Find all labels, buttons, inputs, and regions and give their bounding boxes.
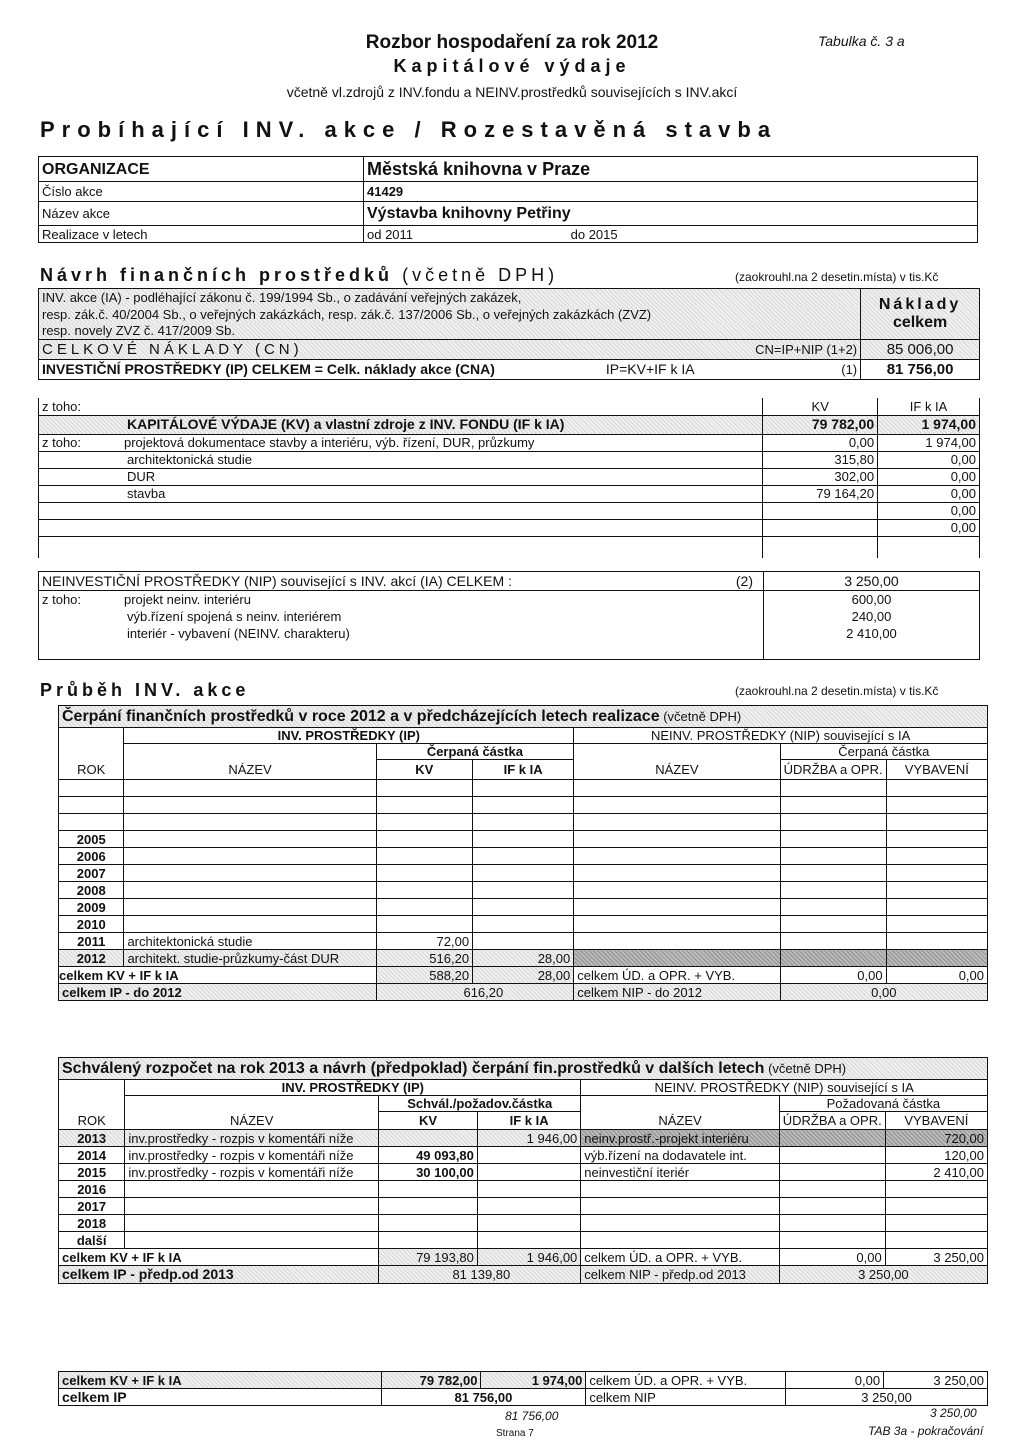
kv-item-label: architektonická studie: [39, 451, 763, 468]
kv-label: KAPITÁLOVÉ VÝDAJE (KV) a vlastní zdroje z INV. FONDU (IF k IA): [39, 415, 763, 434]
rozpocet-pozad: Požadovaná částka: [779, 1096, 987, 1112]
row-year: 2009: [59, 899, 124, 916]
nip-label: [39, 572, 764, 591]
rozpocet-schval: Schvál./požadov.částka: [379, 1096, 581, 1112]
celkove-value: 85 006,00: [861, 340, 980, 360]
nip-item-row: [39, 625, 980, 642]
row-ud: [779, 1130, 885, 1147]
row-ud: [779, 1181, 885, 1198]
row-name: inv.prostředky - rozpis v komentáři níže: [125, 1147, 379, 1164]
celkem-ud-label: celkem ÚD. a OPR. + VYB.: [581, 1249, 779, 1266]
celkem-ip-value: 616,20: [376, 984, 574, 1001]
kv-item-row: [39, 502, 980, 519]
navrh-units: (zaokrouhl.na 2 desetin.místa) v tis.Kč: [735, 270, 939, 284]
row-year: další: [59, 1232, 125, 1249]
celkem-kv-row: [59, 1249, 988, 1266]
row-ud: [779, 1215, 885, 1232]
row-if: 28,00: [473, 950, 574, 967]
prubeh-udrzba-head: ÚDRŽBA a OPR.: [780, 760, 886, 780]
total-ip-value: 81 756,00: [381, 1389, 586, 1406]
celkem-ip-row: [59, 984, 988, 1001]
report-subtitle-2: včetně vl.zdrojů z INV.fondu a NEINV.prostředků souvisejících s INV.akcí: [286, 84, 738, 100]
celkem-if-value: 1 946,00: [477, 1249, 580, 1266]
row-nip-name: [581, 1232, 779, 1249]
ztoho-label-2: z toho:: [42, 435, 82, 450]
kv-item-kv: 0,00: [763, 434, 878, 451]
table-row: [59, 916, 988, 933]
tab-continuation-note: TAB 3a - pokračování: [868, 1424, 984, 1438]
row-year: 2006: [59, 848, 124, 865]
total-vyb-value: 3 250,00: [884, 1372, 988, 1389]
row-vyb: [885, 1198, 987, 1215]
kv-item-row: [39, 451, 980, 468]
org-label: ORGANIZACE: [39, 157, 364, 182]
row-kv: 49 093,80: [379, 1147, 478, 1164]
nip-item-row: [39, 608, 980, 625]
celkem-ud-value: 0,00: [779, 1249, 885, 1266]
table-row: [59, 1147, 988, 1164]
kv-item-row: [39, 519, 980, 536]
kv-item-label: [39, 434, 763, 451]
kv-item-row: [39, 468, 980, 485]
row-if: 1 946,00: [477, 1130, 580, 1147]
celkem-kv-row: [59, 967, 988, 984]
realizace-from: od 2011: [367, 226, 414, 242]
row-year: 2011: [59, 933, 124, 950]
prubeh-title: Průběh INV. akce: [40, 680, 250, 700]
celkem-vyb-value: 3 250,00: [885, 1249, 987, 1266]
row-ud: [779, 1147, 885, 1164]
row-vyb: 720,00: [885, 1130, 987, 1147]
prubeh-inv-head: INV. PROSTŘEDKY (IP): [124, 728, 574, 744]
total-if-value: 1 974,00: [481, 1372, 586, 1389]
rozpocet-udrzba-head: ÚDRŽBA a OPR.: [779, 1112, 885, 1130]
celkem-if-value: 28,00: [473, 967, 574, 984]
kv-item-kv: [763, 502, 878, 519]
prubeh-if-head: IF k IA: [473, 760, 574, 780]
row-name: architektonická studie: [124, 933, 376, 950]
naklady-header: [861, 289, 980, 340]
row-name: [124, 848, 376, 865]
total-nip-value: 3 250,00: [786, 1389, 988, 1406]
navrh-table: [38, 288, 980, 380]
row-vyb: [885, 1232, 987, 1249]
row-year: 2010: [59, 916, 124, 933]
navrh-title: [40, 265, 558, 286]
rozpocet-kv-head: KV: [379, 1112, 478, 1130]
realizace-to: do 2015: [570, 226, 618, 242]
prubeh-vybaveni-head: VYBAVENÍ: [886, 760, 987, 780]
naklady-label-2: celkem: [892, 314, 948, 331]
kv-col-head: KV: [763, 398, 878, 415]
celkem-nip-value: 0,00: [780, 984, 987, 1001]
rozpocet-nnazev-head: NÁZEV: [581, 1112, 779, 1130]
ifkia-col-head: IF k IA: [878, 398, 980, 415]
row-kv: [379, 1198, 478, 1215]
row-kv: 516,20: [376, 950, 473, 967]
row-nip-name: výb.řízení na dodavatele int.: [581, 1147, 779, 1164]
prubeh-nazev-head: NÁZEV: [124, 760, 376, 780]
kv-item-label: [39, 519, 763, 536]
row-nip-name: [581, 1181, 779, 1198]
kv-item-label: stavba: [39, 485, 763, 502]
row-year: 2013: [59, 1130, 125, 1147]
row-kv: [376, 899, 473, 916]
total-ud-label: celkem ÚD. a OPR. + VYB.: [586, 1372, 786, 1389]
row-name: [125, 1232, 379, 1249]
akce-name-label: Název akce: [39, 202, 364, 226]
celkem-vyb-value: 0,00: [886, 967, 987, 984]
kv-item-if: 1 974,00: [878, 434, 980, 451]
row-vyb: 2 410,00: [885, 1164, 987, 1181]
navrh-title-text: Návrh finančních prostředků: [40, 265, 394, 285]
row-year: 2017: [59, 1198, 125, 1215]
table-row: [59, 1198, 988, 1215]
row-kv: [379, 1181, 478, 1198]
table-row: [59, 882, 988, 899]
row-year: 2007: [59, 865, 124, 882]
row-year: 2005: [59, 831, 124, 848]
ip-value: 81 756,00: [861, 360, 980, 380]
rozpocet-nazev-head: NÁZEV: [125, 1112, 379, 1130]
row-name: [124, 916, 376, 933]
ztoho-label-3: z toho:: [42, 591, 82, 607]
row-if: [477, 1164, 580, 1181]
row-nip-name: [581, 1198, 779, 1215]
row-ud: [779, 1232, 885, 1249]
row-year: 2008: [59, 882, 124, 899]
table-row: [59, 1164, 988, 1181]
table-row: [59, 1130, 988, 1147]
rozpocet-neinv-head: NEINV. PROSTŘEDKY (NIP) související s IA: [581, 1080, 988, 1096]
row-nip-name: neinv.prostř.-projekt interiéru: [581, 1130, 779, 1147]
row-if: [477, 1232, 580, 1249]
ip-check-note: 81 756,00: [505, 1409, 559, 1423]
nip-item-value: 600,00: [763, 591, 979, 608]
row-if: [473, 882, 574, 899]
celkem-ip-value: 81 139,80: [379, 1266, 581, 1284]
celkem-ud-label: celkem ÚD. a OPR. + VYB.: [574, 967, 780, 984]
prubeh-table-title-text: Čerpání finančních prostředků v roce 2012 a v předcházejících letech realizace: [62, 708, 660, 725]
celkem-nip-label: celkem NIP - do 2012: [574, 984, 780, 1001]
ip-label: [39, 360, 753, 380]
rozpocet-if-head: IF k IA: [477, 1112, 580, 1130]
nip-item-value: 2 410,00: [763, 625, 979, 642]
navrh-title-suffix: (včetně DPH): [402, 265, 559, 285]
row-name: [124, 882, 376, 899]
nip-label-text: NEINVESTIČNÍ PROSTŘEDKY (NIP) související s INV. akcí (IA) CELKEM :: [42, 572, 512, 589]
row-kv: 72,00: [376, 933, 473, 950]
kv-item-if: 0,00: [878, 451, 980, 468]
total-nip-label: celkem NIP: [586, 1389, 786, 1406]
row-kv: [379, 1130, 478, 1147]
table-row: [59, 848, 988, 865]
prubeh-kv-head: KV: [376, 760, 473, 780]
kv-item-if: 0,00: [878, 502, 980, 519]
prubeh-cerpana-ip: Čerpaná částka: [376, 744, 574, 760]
row-vyb: [885, 1215, 987, 1232]
ip-formula: IP=KV+IF k IA: [605, 361, 695, 377]
celkem-kv-label: celkem KV + IF k IA: [59, 967, 377, 984]
nip-item-text: projekt neinv. interiéru: [124, 591, 251, 607]
celkem-ip-label: celkem IP - předp.od 2013: [59, 1266, 379, 1284]
report-title: Rozbor hospodaření za rok 2012: [365, 32, 659, 53]
nip-item-label: interiér - vybavení (NEINV. charakteru): [39, 625, 764, 642]
kv-item-label: [39, 502, 763, 519]
kv-item-if: 0,00: [878, 519, 980, 536]
prubeh-cerpana-nip: Čerpaná částka: [780, 744, 987, 760]
rozpocet-table: [58, 1057, 988, 1284]
total-ud-value: 0,00: [786, 1372, 884, 1389]
report-subtitle: Kapitálové výdaje: [393, 56, 631, 76]
nip-table: [38, 571, 980, 660]
row-name: [125, 1215, 379, 1232]
nip-check-note: 3 250,00: [930, 1406, 977, 1420]
kv-table: [38, 398, 980, 558]
celkove-naklady-label: CELKOVÉ NÁKLADY (CN): [39, 340, 753, 360]
kv-item-row: [39, 485, 980, 502]
kv-item-row: [39, 434, 980, 451]
row-if: [473, 916, 574, 933]
total-ip-label: celkem IP: [59, 1389, 382, 1406]
nip-item-label: [39, 591, 764, 608]
kv-item-label: DUR: [39, 468, 763, 485]
row-year: 2014: [59, 1147, 125, 1164]
ip-label-text: INVESTIČNÍ PROSTŘEDKY (IP) CELKEM = Celk. náklady akce (CNA): [42, 361, 495, 377]
row-if: [477, 1198, 580, 1215]
kv-item-kv: 79 164,20: [763, 485, 878, 502]
celkem-nip-value: 3 250,00: [779, 1266, 987, 1284]
row-if: [473, 848, 574, 865]
row-kv: [376, 882, 473, 899]
prubeh-rok-head: ROK: [59, 760, 124, 780]
row-if: [477, 1147, 580, 1164]
org-value: Městská knihovna v Praze: [364, 157, 978, 182]
row-kv: [376, 916, 473, 933]
prubeh-table-title-suffix: (včetně DPH): [663, 709, 742, 724]
row-if: [477, 1215, 580, 1232]
celkove-formula: CN=IP+NIP (1+2): [752, 340, 861, 360]
celkem-nip-label: celkem NIP - předp.od 2013: [581, 1266, 779, 1284]
totals-table: [58, 1371, 988, 1406]
nip-ref: (2): [735, 572, 754, 589]
row-name: [125, 1198, 379, 1215]
total-kv-label: celkem KV + IF k IA: [59, 1372, 382, 1389]
row-name: [124, 831, 376, 848]
table-row: [59, 1232, 988, 1249]
rozpocet-table-title-text: Schválený rozpočet na rok 2013 a návrh (předpoklad) čerpání fin.prostředků v dalších letech: [62, 1060, 765, 1077]
celkem-kv-label: celkem KV + IF k IA: [59, 1249, 379, 1266]
ifkia-total: 1 974,00: [878, 415, 980, 434]
row-if: [473, 865, 574, 882]
kv-item-if: 0,00: [878, 468, 980, 485]
kv-item-text: projektová dokumentace stavby a interiéru, výb. řízení, DUR, průzkumy: [124, 435, 535, 450]
table-number: Tabulka č. 3 a: [818, 33, 905, 49]
rozpocet-inv-head: INV. PROSTŘEDKY (IP): [125, 1080, 581, 1096]
row-name: inv.prostředky - rozpis v komentáři níže: [125, 1130, 379, 1147]
rozpocet-rok-head: ROK: [59, 1112, 125, 1130]
rozpocet-vybaveni-head: VYBAVENÍ: [885, 1112, 987, 1130]
kv-total: 79 782,00: [763, 415, 878, 434]
nip-item-label: výb.řízení spojená s neinv. interiérem: [39, 608, 764, 625]
row-year: 2016: [59, 1181, 125, 1198]
row-name: [124, 899, 376, 916]
row-kv: [379, 1215, 478, 1232]
celkem-ip-row: [59, 1266, 988, 1284]
ztoho-label: z toho:: [39, 398, 763, 415]
kv-item-if: 0,00: [878, 485, 980, 502]
celkem-ip-label: celkem IP - do 2012: [59, 984, 377, 1001]
row-name: inv.prostředky - rozpis v komentáři níže: [125, 1164, 379, 1181]
rozpocet-table-title: [59, 1058, 988, 1080]
table-row: [59, 933, 988, 950]
row-if: [473, 933, 574, 950]
row-if: [477, 1181, 580, 1198]
table-row: [59, 1215, 988, 1232]
row-kv: [379, 1232, 478, 1249]
table-row: [59, 950, 988, 967]
row-year: 2015: [59, 1164, 125, 1181]
inv-akce-line-2: resp. zák.č. 40/2004 Sb., o veřejných zakázkách, resp. zák.č. 137/2006 Sb., o veřejných zakázkách (ZVZ): [39, 306, 861, 323]
akce-name-value: Výstavba knihovny Petřiny: [364, 202, 978, 226]
prubeh-table: [58, 705, 988, 1001]
row-vyb: 120,00: [885, 1147, 987, 1164]
celkem-kv-value: 79 193,80: [379, 1249, 478, 1266]
akce-number-label: Číslo akce: [39, 182, 364, 202]
row-ud: [779, 1198, 885, 1215]
row-kv: 30 100,00: [379, 1164, 478, 1181]
nip-value: 3 250,00: [763, 572, 979, 591]
row-kv: [376, 848, 473, 865]
kv-item-kv: 302,00: [763, 468, 878, 485]
org-table: [38, 156, 978, 243]
rozpocet-table-title-suffix: (včetně DPH): [768, 1061, 847, 1076]
total-kv-value: 79 782,00: [381, 1372, 481, 1389]
nip-item-value: 240,00: [763, 608, 979, 625]
table-row: [59, 865, 988, 882]
inv-akce-line-3: resp. novely ZVZ č. 417/2009 Sb.: [39, 323, 861, 340]
row-year: 2012: [59, 950, 124, 967]
prubeh-neinv-head: NEINV. PROSTŘEDKY (NIP) související s IA: [574, 728, 988, 744]
inv-akce-line-1: INV. akce (IA) - podléhající zákonu č. 199/1994 Sb., o zadávání veřejných zakázek,: [39, 289, 753, 306]
realizace-years: [364, 226, 978, 243]
nip-item-row: [39, 591, 980, 608]
prubeh-units: (zaokrouhl.na 2 desetin.místa) v tis.Kč: [735, 684, 939, 698]
kv-item-kv: [763, 519, 878, 536]
celkem-kv-value: 588,20: [376, 967, 473, 984]
row-name: architekt. studie-průzkumy-část DUR: [124, 950, 376, 967]
naklady-label-1: Náklady: [878, 296, 962, 313]
row-if: [473, 899, 574, 916]
table-row: [59, 831, 988, 848]
row-name: [125, 1181, 379, 1198]
kv-item-kv: 315,80: [763, 451, 878, 468]
page-number: Strana 7: [496, 1428, 534, 1439]
row-ud: [779, 1164, 885, 1181]
row-nip-name: [581, 1215, 779, 1232]
ip-ref: (1): [752, 360, 861, 380]
row-nip-name: neinvestiční iteriér: [581, 1164, 779, 1181]
realizace-label: Realizace v letech: [39, 226, 364, 243]
row-vyb: [885, 1181, 987, 1198]
celkem-ud-value: 0,00: [780, 967, 886, 984]
row-year: 2018: [59, 1215, 125, 1232]
row-kv: [376, 831, 473, 848]
row-kv: [376, 865, 473, 882]
row-if: [473, 831, 574, 848]
prubeh-table-title: [59, 706, 988, 728]
table-row: [59, 1181, 988, 1198]
row-name: [124, 865, 376, 882]
table-row: [59, 899, 988, 916]
section-title: Probíhající INV. akce / Rozestavěná stavba: [40, 117, 778, 142]
prubeh-nnazev-head: NÁZEV: [574, 760, 780, 780]
akce-number-value: 41429: [364, 182, 978, 202]
